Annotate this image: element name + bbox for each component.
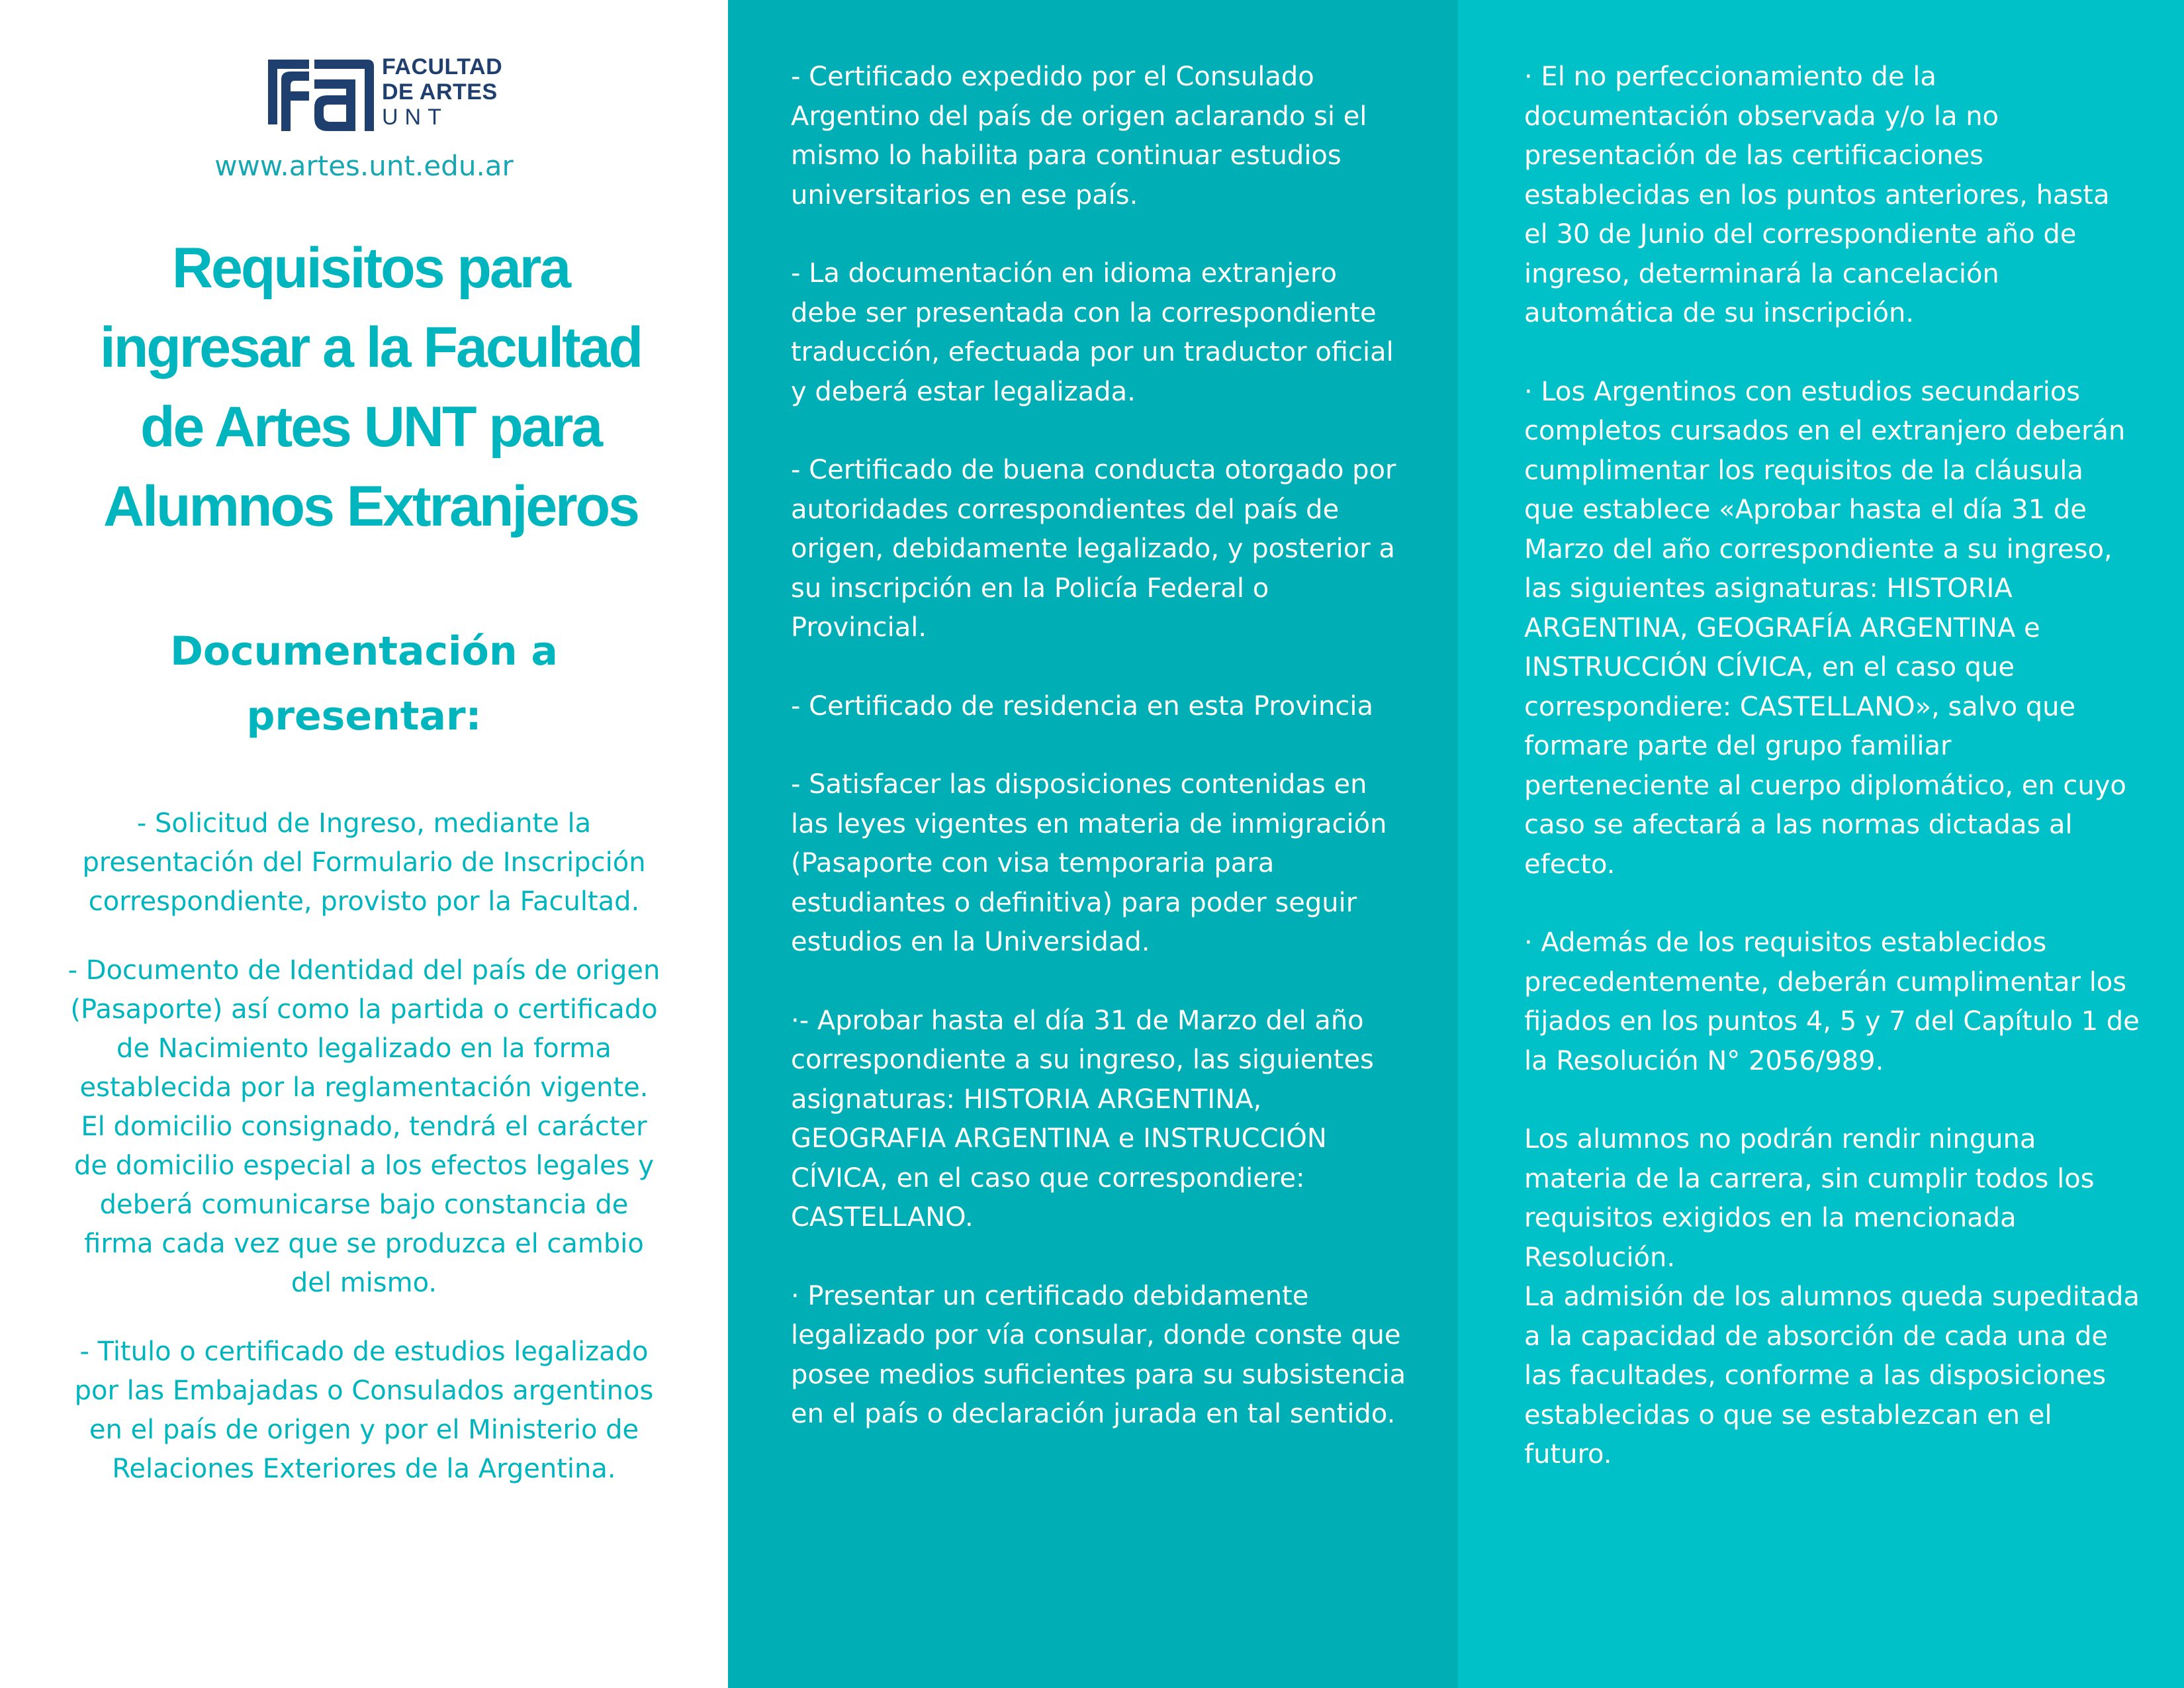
middle-panel (728, 0, 1458, 1688)
title-line: Alumnos Extranjeros (103, 475, 638, 538)
requirement-item: ·- Aprobar hasta el día 31 de Marzo del año correspondiente a su ingreso, las siguientes asignaturas: HISTORIA ARGENTINA, GEOGRAFIA ARGENTINA e INSTRUCCIÓN CÍVICA, en el caso que correspondiere: CASTELLANO. (791, 1005, 1374, 1233)
requirement-item: · Los Argentinos con estudios secundarios completos cursados en el extranjero deberán cumplimentar los requisitos de la cláusula que establece «Aprobar hasta el día 31 de Marzo del año correspondiente a su ingreso, las siguientes asignaturas: HISTORIA ARGENTINA, GEOGRAFÍA ARGENTINA e INSTRUCCIÓN CÍVICA, en el caso que correspondiere: CASTELLANO», salvo que formare parte del grupo familiar perteneciente al cuerpo diplomático, en cuyo caso se afectará a las normas dictadas al efecto. (1524, 376, 2126, 880)
subtitle-line: presentar: (246, 693, 482, 739)
page-title (40, 228, 702, 546)
left-requirements (66, 804, 662, 1519)
title-line: ingresar a la Facultad (99, 316, 642, 379)
right-requirements (1524, 58, 2140, 1514)
requirement-item: · Presentar un certificado debidamente legalizado por vía consular, donde conste que posee medios suficientes para su subsistencia en el país o declaración jurada en tal sentido. (791, 1280, 1406, 1429)
requirement-item: - Certificado de buena conducta otorgado por autoridades correspondientes del país de origen, debidamente legalizado, y posterior a su inscripción en la Policía Federal o Provincial. (791, 455, 1396, 643)
requirement-item: - Titulo o certificado de estudios legalizado por las Embajadas o Consulados argentinos en el país de origen y por el Ministerio de Relaciones Exteriores de la Argentina. (74, 1336, 654, 1484)
requirement-item: - Solicitud de Ingreso, mediante la presentación del Formulario de Inscripción correspondiente, provisto por la Facultad. (82, 808, 646, 917)
requirement-item: · El no perfeccionamiento de la documentación observada y/o la no presentación de las certificaciones establecidas en los puntos anteriores, hasta el 30 de Junio del correspondiente año de ingreso, determinará la cancelación automática de su inscripción. (1524, 62, 2110, 328)
logo-line-unt: UNT (382, 105, 448, 130)
requirement-item: - Certificado de residencia en esta Provincia (791, 690, 1373, 722)
logo-line-de-artes: DE ARTES (382, 79, 498, 105)
requirement-item: · Además de los requisitos establecidos precedentemente, deberán cumplimentar los fijados en los puntos 4, 5 y 7 del Capítulo 1 de la Resolución N° 2056/989. (1524, 927, 2140, 1076)
right-panel (1458, 0, 2184, 1688)
requirement-item: - Certificado expedido por el Consulado Argentino del país de origen aclarando si el mismo lo habilita para continuar estudios universitarios en ese país. (791, 62, 1367, 211)
requirement-item: La admisión de los alumnos queda supeditada a la capacidad de absorción de cada una de las facultades, conforme a las disposiciones establecidas o que se establezcan en el futuro. (1524, 1282, 2140, 1470)
logo-line-facultad: FACULTAD (382, 54, 503, 79)
subtitle-line: Documentación a (170, 628, 558, 675)
requirement-item: - Satisfacer las disposiciones contenidas en las leyes vigentes en materia de inmigración (Pasaporte con visa temporaria para estudiantes o definitiva) para poder seguir estudios en la Universidad. (791, 769, 1387, 957)
website-link[interactable]: www.artes.unt.edu.ar (214, 150, 514, 182)
middle-requirements (791, 58, 1406, 1474)
title-line: de Artes UNT para (140, 395, 602, 459)
section-subtitle (99, 619, 629, 749)
fa-logo-icon (268, 53, 374, 131)
left-panel (0, 0, 728, 1688)
requirement-item: - Documento de Identidad del país de origen (Pasaporte) así como la partida o certificado de Nacimiento legalizado en la forma establecida por la reglamentación vigente. El domicilio consignado, tendrá el carácter de domicilio especial a los efectos legales y deberá comunicarse bajo constancia de firma cada vez que se produzca el cambio del mismo. (68, 955, 660, 1298)
faculty-logo (268, 53, 520, 139)
requirement-item: Los alumnos no podrán rendir ninguna materia de la carrera, sin cumplir todos los requisitos exigidos en la mencionada Resolución. (1524, 1124, 2095, 1273)
requirement-item: - La documentación en idioma extranjero debe ser presentada con la correspondiente traducción, efectuada por un traductor oficial y deberá estar legalizada. (791, 258, 1394, 407)
title-line: Requisitos para (171, 236, 570, 300)
